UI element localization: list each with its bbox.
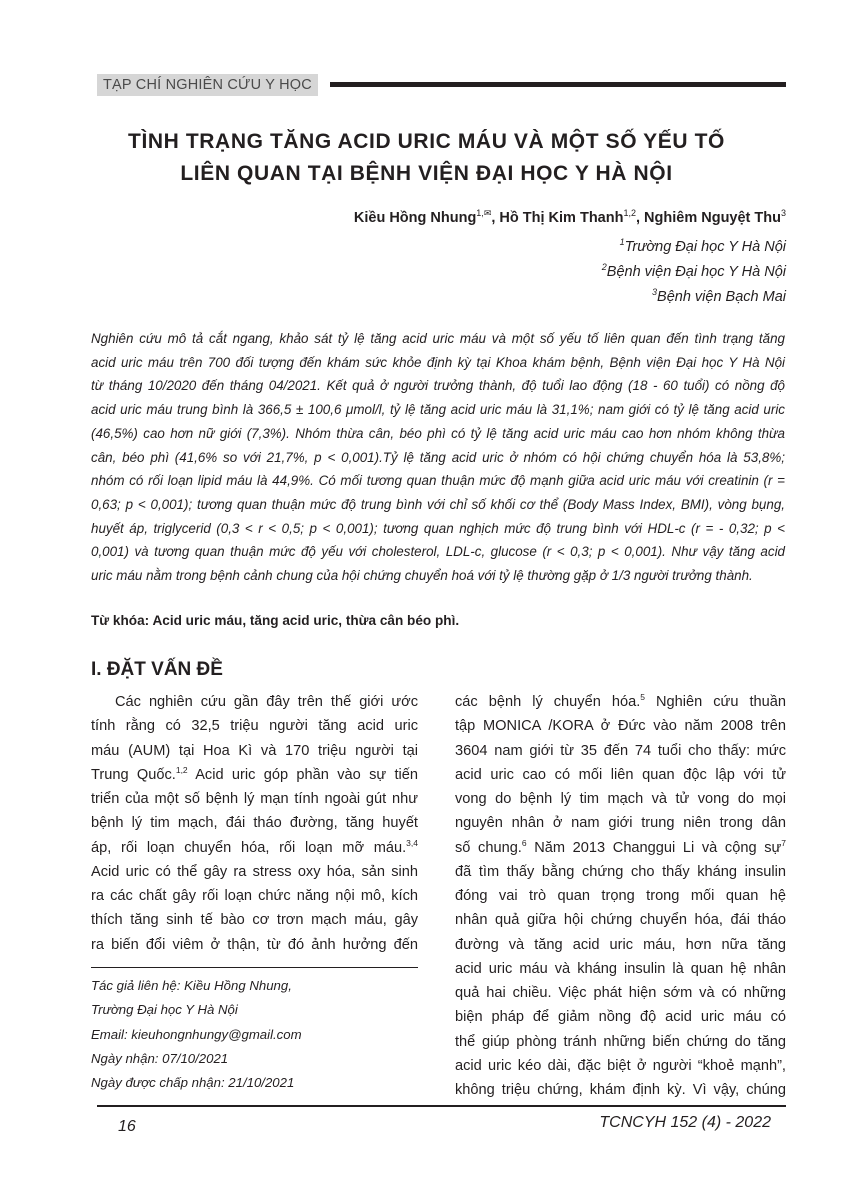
footer-rule	[97, 1105, 786, 1107]
author-name: Kiều Hồng Nhung	[353, 209, 477, 226]
body-column-left	[91, 690, 418, 957]
body-column-right	[455, 690, 786, 1102]
abstract	[91, 327, 785, 588]
abstract-line: (46,5%) cao hơn nữ giới (7,3%). Nhóm thừa cân, béo phì có tỷ lệ tăng acid uric máu cao hơn nhóm không thừa	[91, 425, 785, 441]
body-line: nguyên nhân ở nam giới trung niên trong dân	[455, 815, 786, 832]
affiliation-text: Trường Đại học Y Hà Nội	[624, 238, 786, 255]
citation-marker: 1,2	[175, 764, 188, 775]
body-line	[91, 763, 418, 787]
title-line-1: TÌNH TRẠNG TĂNG ACID URIC MÁU VÀ MỘT SỐ YẾU TỐ	[128, 130, 725, 153]
body-line: đường và tăng acid uric máu, hơn nữa tăng	[455, 936, 786, 953]
body-line: acid uric máu và kháng insulin là quan hệ nhân	[455, 960, 786, 977]
body-line	[91, 836, 418, 860]
body-line: ra các chất gây rối loạn chức năng nội mô, kích	[91, 888, 418, 904]
citation-marker: 7	[781, 837, 787, 848]
footnote	[91, 974, 418, 1095]
author-name: , Hồ Thị Kim Thanh	[491, 209, 624, 226]
body-line: quả hai chiều. Việc phát hiện sớm và có những	[455, 985, 786, 1001]
journal-header-tag: TẠP CHÍ NGHIÊN CỨU Y HỌC	[97, 74, 318, 96]
body-line: không triệu chứng, khám định kỳ. Vì vậy, chúng	[455, 1082, 786, 1098]
abstract-line: acid uric máu trên 700 đối tượng đến khám sức khỏe định kỳ tại Khoa khám bệnh, Bệnh viện Đại học Y Hà Nội	[91, 354, 785, 370]
author-name: , Nghiêm Nguyệt Thu	[635, 209, 781, 226]
header-rule	[330, 82, 786, 87]
affiliation-marker: 3	[652, 287, 658, 297]
body-line: vong do bệnh lý tim mạch và tử vong do mọi	[455, 791, 786, 807]
body-text: số chung.	[455, 839, 522, 856]
body-line: acid uric cao có mối liên quan độc lập với tử	[455, 766, 786, 783]
body-line: đóng vai trò quan trọng trong mối quan hệ	[455, 888, 786, 904]
affiliation-marker: 1	[619, 237, 625, 247]
abstract-line: từ tháng 10/2020 đến tháng 04/2021. Kết quả ở người trưởng thành, độ tuổi lao động (18 - 60 tuổi) có nồng độ	[91, 378, 785, 394]
affiliation	[652, 287, 786, 305]
abstract-line: uric máu nằm trong bệnh cảnh chung của hội chứng chuyển hoá với tỷ lệ thường gặp ở 1/3 người trưởng thành.	[91, 568, 753, 584]
body-line: biện pháp để giảm nồng độ acid uric máu có	[455, 1009, 786, 1026]
body-line: bệnh lý tim mạch, đái tháo đường, tăng huyết	[91, 815, 418, 832]
corresponding-email: Email: kieuhongnhungy@gmail.com	[91, 1026, 302, 1042]
body-line: tập MONICA /KORA ở Đức vào năm 2008 trên	[455, 718, 786, 735]
body-line: 3604 nam giới từ 35 đến 74 tuổi cho thấy: mức	[455, 742, 786, 759]
author-affiliation-marker: 1,	[476, 208, 484, 218]
keywords: Từ khóa: Acid uric máu, tăng acid uric, thừa cân béo phì.	[91, 613, 460, 628]
abstract-line: 0,63; p < 0,001); tương quan thuận mức độ trung bình với chỉ số khối cơ thể (Body Mass Index, BMI), vòng bụng,	[91, 496, 785, 512]
body-line: máu (AUM) tại Hoa Kì và 170 triệu người tại	[91, 742, 418, 759]
title-line-2: LIÊN QUAN TẠI BỆNH VIỆN ĐẠI HỌC Y HÀ NỘI	[180, 162, 673, 185]
abstract-line: huyết áp, triglycerid (0,3 < r < 0,5; p < 0,001); tương quan nghịch mức độ trung bình với HDL-c (r = - 0,32; p <	[91, 520, 785, 536]
body-line: ra biến đổi viêm ở thận, từ đó ảnh hưởng đến	[91, 936, 418, 953]
footnote-rule	[91, 967, 418, 968]
author-affiliation-marker: 1,2	[623, 208, 636, 218]
received-date: Ngày nhận: 07/10/2021	[91, 1050, 229, 1066]
abstract-line: nhóm có rối loạn lipid máu là 44,9%. Có mối tương quan thuận mức độ mạnh giữa acid uric máu với creatinin (r =	[91, 473, 785, 489]
body-text: Năm 2013 Changgui Li và cộng sự	[526, 839, 782, 856]
body-line: thích tăng sinh tế bào cơ trơn mạch máu, gây	[91, 912, 418, 929]
abstract-line: acid uric máu trung bình là 366,5 ± 100,6 μmol/l, tỷ lệ tăng acid uric máu là 31,1%; nam giới có tỷ lệ tăng acid uric	[91, 402, 785, 418]
affiliation-marker: 2	[601, 262, 607, 272]
body-line: nhân quả giữa hội chứng chuyển hóa, đái tháo	[455, 912, 786, 929]
affiliation-text: Bệnh viện Đại học Y Hà Nội	[606, 263, 786, 280]
abstract-line: cân, béo phì (41,6% so với 21,7%, p < 0,001).Tỷ lệ tăng acid uric ở nhóm có hội chứng chuyển hóa là 53,8%;	[91, 449, 785, 465]
body-text: áp, rối loạn chuyển hóa, rối loạn mỡ máu.	[91, 839, 407, 856]
citation-marker: 3,4	[406, 837, 418, 848]
page-number: 16	[118, 1118, 136, 1135]
body-line: acid uric kéo dài, đặc biệt ở người “khoẻ mạnh”,	[455, 1057, 786, 1074]
section-heading: I. ĐẶT VẤN ĐỀ	[91, 659, 223, 680]
abstract-line: Nghiên cứu mô tả cắt ngang, khảo sát tỷ lệ tăng acid uric máu và một số yếu tố liên quan đến tình trạng tăng	[91, 331, 785, 346]
article-title	[60, 126, 793, 190]
corresponding-institution: Trường Đại học Y Hà Nội	[91, 1002, 238, 1018]
body-line	[455, 836, 786, 860]
body-text: Trung Quốc.	[91, 766, 176, 783]
body-line: thể giúp phòng tránh những biến chứng do tăng	[455, 1033, 786, 1050]
affiliation	[602, 262, 786, 280]
author-affiliation-marker: 3	[780, 208, 786, 218]
body-line: Acid uric có thể gây ra stress oxy hóa, sản sinh	[91, 863, 418, 880]
journal-issue: TCNCYH 152 (4) - 2022	[599, 1114, 771, 1131]
author-list	[354, 208, 786, 226]
citation-marker: 6	[521, 837, 527, 848]
body-text: Acid uric góp phần vào sự tiến	[187, 766, 418, 783]
abstract-line: 0,001) và tương quan thuận mức độ yếu với cholesterol, LDL-c, glucose (r < 0,3; p < 0,001). Như vậy tăng acid	[91, 544, 785, 560]
mail-icon: ✉	[483, 208, 492, 218]
affiliation	[620, 237, 786, 255]
body-line: triển của một số bệnh lý mạn tính ngoài gút như	[91, 791, 418, 807]
body-line: đã tìm thấy bằng chứng cho thấy kháng insulin	[455, 863, 786, 880]
corresponding-author: Tác giả liên hệ: Kiều Hồng Nhung,	[91, 978, 292, 993]
accepted-date: Ngày được chấp nhận: 21/10/2021	[91, 1075, 295, 1091]
body-line: tính rằng có 32,5 triệu người tăng acid uric	[91, 718, 418, 735]
body-text: các bệnh lý chuyển hóa.	[455, 694, 641, 710]
citation-marker: 5	[640, 692, 645, 703]
body-line	[455, 690, 786, 714]
body-line: Các nghiên cứu gần đây trên thế giới ước	[115, 694, 418, 710]
body-text: Nghiên cứu thuần	[644, 694, 786, 710]
affiliation-text: Bệnh viện Bạch Mai	[657, 288, 786, 305]
